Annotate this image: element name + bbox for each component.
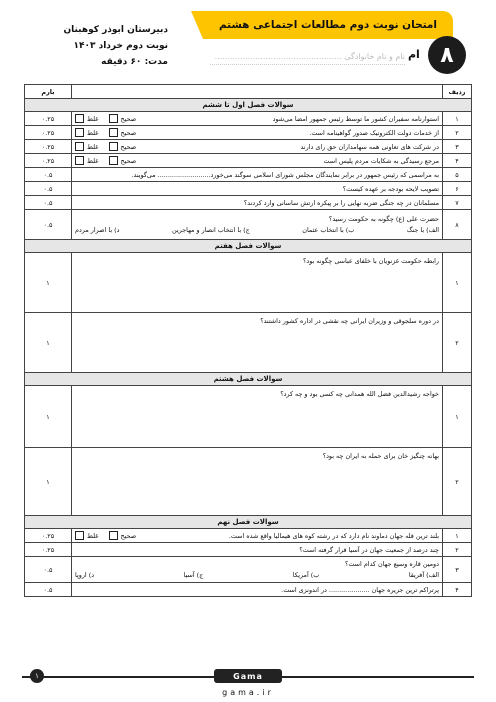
question-number: ۲ (443, 543, 472, 557)
true-checkbox[interactable] (109, 531, 118, 540)
true-label: صحیح (120, 114, 137, 123)
question-number: ۶ (443, 182, 472, 196)
false-label: غلط (87, 156, 99, 165)
question-row (25, 196, 472, 210)
question-number: ۲ (443, 126, 472, 140)
question-text: بلند ترین قله جهان دماوند نام دارد که در رشته کوه های هیمالیا واقع شده است. (228, 531, 439, 540)
question-row (25, 448, 472, 516)
question-score: ۰.۲۵ (25, 529, 72, 543)
question-score: ۰.۲۵ (25, 112, 72, 126)
question-number: ۳ (443, 140, 472, 154)
question-text: تصویب لایحه بودجه بر عهده کیست؟ (72, 182, 443, 196)
question-number: ۵ (443, 168, 472, 182)
question-number: ۳ (443, 557, 472, 583)
true-label: صحیح (120, 156, 137, 165)
choice-b[interactable]: ب) آمریکا (292, 571, 320, 579)
false-checkbox[interactable] (75, 114, 84, 123)
false-checkbox[interactable] (75, 142, 84, 151)
question-score: ۰.۵ (25, 182, 72, 196)
question-number: ۸ (443, 210, 472, 240)
section-header (25, 240, 472, 253)
false-label: غلط (87, 531, 99, 540)
question-text: دومین قاره وسیع جهان کدام است؟ (345, 560, 439, 568)
question-row (25, 313, 472, 373)
school-name: دبیرستان ابوذر کوهبنان (63, 25, 168, 35)
question-number: ۱ (443, 386, 472, 448)
col-header-score: بارم (25, 85, 72, 99)
choice-d[interactable]: د) با اصرار مردم (75, 226, 120, 234)
section-title: سوالات فصل نهم (25, 516, 472, 529)
question-text: در شرکت های تعاونی همه سهامداران حق رای دارند (300, 142, 439, 151)
question-number: ۱ (443, 112, 472, 126)
col-header-question (72, 85, 443, 99)
true-checkbox[interactable] (109, 128, 118, 137)
exam-header (0, 0, 496, 80)
false-checkbox[interactable] (75, 156, 84, 165)
question-row (25, 168, 472, 182)
choice-a[interactable]: الف) با جنگ (406, 226, 439, 234)
choice-c[interactable]: ج) با انتخاب انصار و مهاجرین (172, 226, 250, 234)
question-row (25, 210, 472, 240)
question-row (25, 182, 472, 196)
page-footer (0, 666, 496, 702)
question-cell (72, 140, 443, 154)
col-header-row-number: ردیف (443, 85, 472, 99)
choice-d[interactable]: د) اروپا (75, 571, 95, 579)
question-cell (72, 112, 443, 126)
exam-table (24, 84, 472, 597)
question-cell (72, 557, 443, 583)
question-score: ۱ (25, 386, 72, 448)
gama-logo: Gama (214, 669, 282, 683)
question-text: استوارنامه سفیران کشور ما توسط رئیس جمهور امضا می‌شود (272, 114, 439, 123)
question-row (25, 126, 472, 140)
question-cell (72, 210, 443, 240)
question-row (25, 543, 472, 557)
question-score: ۰.۲۵ (25, 543, 72, 557)
question-score: ۰.۵ (25, 583, 72, 597)
question-row (25, 386, 472, 448)
choices (75, 226, 439, 234)
question-text: مسلمانان در چه جنگی ضربه نهایی را بر پیکره ارتش ساسانی وارد کردند؟ (72, 196, 443, 210)
question-text: خواجه رشیدالدین فضل الله همدانی چه کسی بود و چه کرد؟ (72, 386, 443, 448)
question-row (25, 557, 472, 583)
false-label: غلط (87, 142, 99, 151)
question-score: ۰.۲۵ (25, 154, 72, 168)
false-checkbox[interactable] (75, 531, 84, 540)
false-checkbox[interactable] (75, 128, 84, 137)
page-number: ۱ (30, 669, 44, 683)
choice-c[interactable]: ج) آسیا (183, 571, 204, 579)
question-number: ۱ (443, 529, 472, 543)
question-score: ۱ (25, 253, 72, 313)
question-text: چند درصد از جمعیت جهان در آسیا قرار گرفته است؟ (72, 543, 443, 557)
section-header (25, 99, 472, 112)
grade-word: ام (408, 48, 420, 61)
question-score: ۰.۵ (25, 210, 72, 240)
question-text: به مراسمی که رئیس جمهور در برابر نمایندگان مجلس شورای اسلامی سوگند می‌خورد.......................... می‌گویند. (72, 168, 443, 182)
true-checkbox[interactable] (109, 114, 118, 123)
question-text: در دوره سلجوقی و وزیران ایرانی چه نقشی در اداره کشور داشتند؟ (72, 313, 443, 373)
question-cell (72, 529, 443, 543)
question-text: پرتراکم ترین جزیره جهان .................... در اندونزی است. (72, 583, 443, 597)
question-row (25, 583, 472, 597)
false-label: غلط (87, 128, 99, 137)
true-label: صحیح (120, 128, 137, 137)
question-score: ۰.۲۵ (25, 140, 72, 154)
table-header-row (25, 85, 472, 99)
true-label: صحیح (120, 142, 137, 151)
true-checkbox[interactable] (109, 142, 118, 151)
choices (75, 571, 439, 579)
choice-a[interactable]: الف) آفریقا (408, 571, 439, 579)
question-cell (72, 126, 443, 140)
question-score: ۱ (25, 448, 72, 516)
section-header (25, 373, 472, 386)
true-label: صحیح (120, 531, 137, 540)
question-score: ۰.۵ (25, 168, 72, 182)
question-text: رابطه حکومت غزنویان با خلفای عباسی چگونه بود؟ (72, 253, 443, 313)
question-number: ۱ (443, 253, 472, 313)
question-score: ۰.۲۵ (25, 126, 72, 140)
exam-title: امتحان نوبت دوم مطالعات اجتماعی هشتم (203, 11, 453, 39)
site-url[interactable]: gama.ir (222, 688, 274, 697)
school-info (28, 22, 168, 70)
section-header (25, 516, 472, 529)
question-row (25, 140, 472, 154)
question-cell (72, 154, 443, 168)
false-label: غلط (87, 114, 99, 123)
question-number: ۴ (443, 154, 472, 168)
question-text: حضرت علی (ع) چگونه به حکومت رسید؟ (328, 215, 439, 223)
question-score: ۱ (25, 313, 72, 373)
question-text: بهانه چنگیز خان برای حمله به ایران چه بود؟ (72, 448, 443, 516)
question-row (25, 529, 472, 543)
exam-date: نوبت دوم خرداد ۱۴۰۳ (73, 41, 168, 51)
question-score: ۰.۵ (25, 557, 72, 583)
question-row (25, 112, 472, 126)
question-number: ۴ (443, 583, 472, 597)
exam-duration: مدت: ۶۰ دقیقه (101, 57, 168, 67)
question-text: مرجع رسیدگی به شکایات مردم پلیس است (323, 156, 439, 165)
choice-b[interactable]: ب) با انتخاب عثمان (302, 226, 355, 234)
question-score: ۰.۵ (25, 196, 72, 210)
question-row (25, 154, 472, 168)
section-title: سوالات فصل هفتم (25, 240, 472, 253)
question-number: ۲ (443, 313, 472, 373)
section-title: سوالات فصل اول تا ششم (25, 99, 472, 112)
question-text: از خدمات دولت الکترونیک صدور گواهینامه است. (309, 128, 439, 137)
question-number: ۷ (443, 196, 472, 210)
student-name-field[interactable]: نام و نام خانوادگی .................................................. (210, 52, 405, 65)
section-title: سوالات فصل هشتم (25, 373, 472, 386)
question-row (25, 253, 472, 313)
grade-badge: ۸ (428, 36, 466, 74)
true-checkbox[interactable] (109, 156, 118, 165)
question-number: ۲ (443, 448, 472, 516)
